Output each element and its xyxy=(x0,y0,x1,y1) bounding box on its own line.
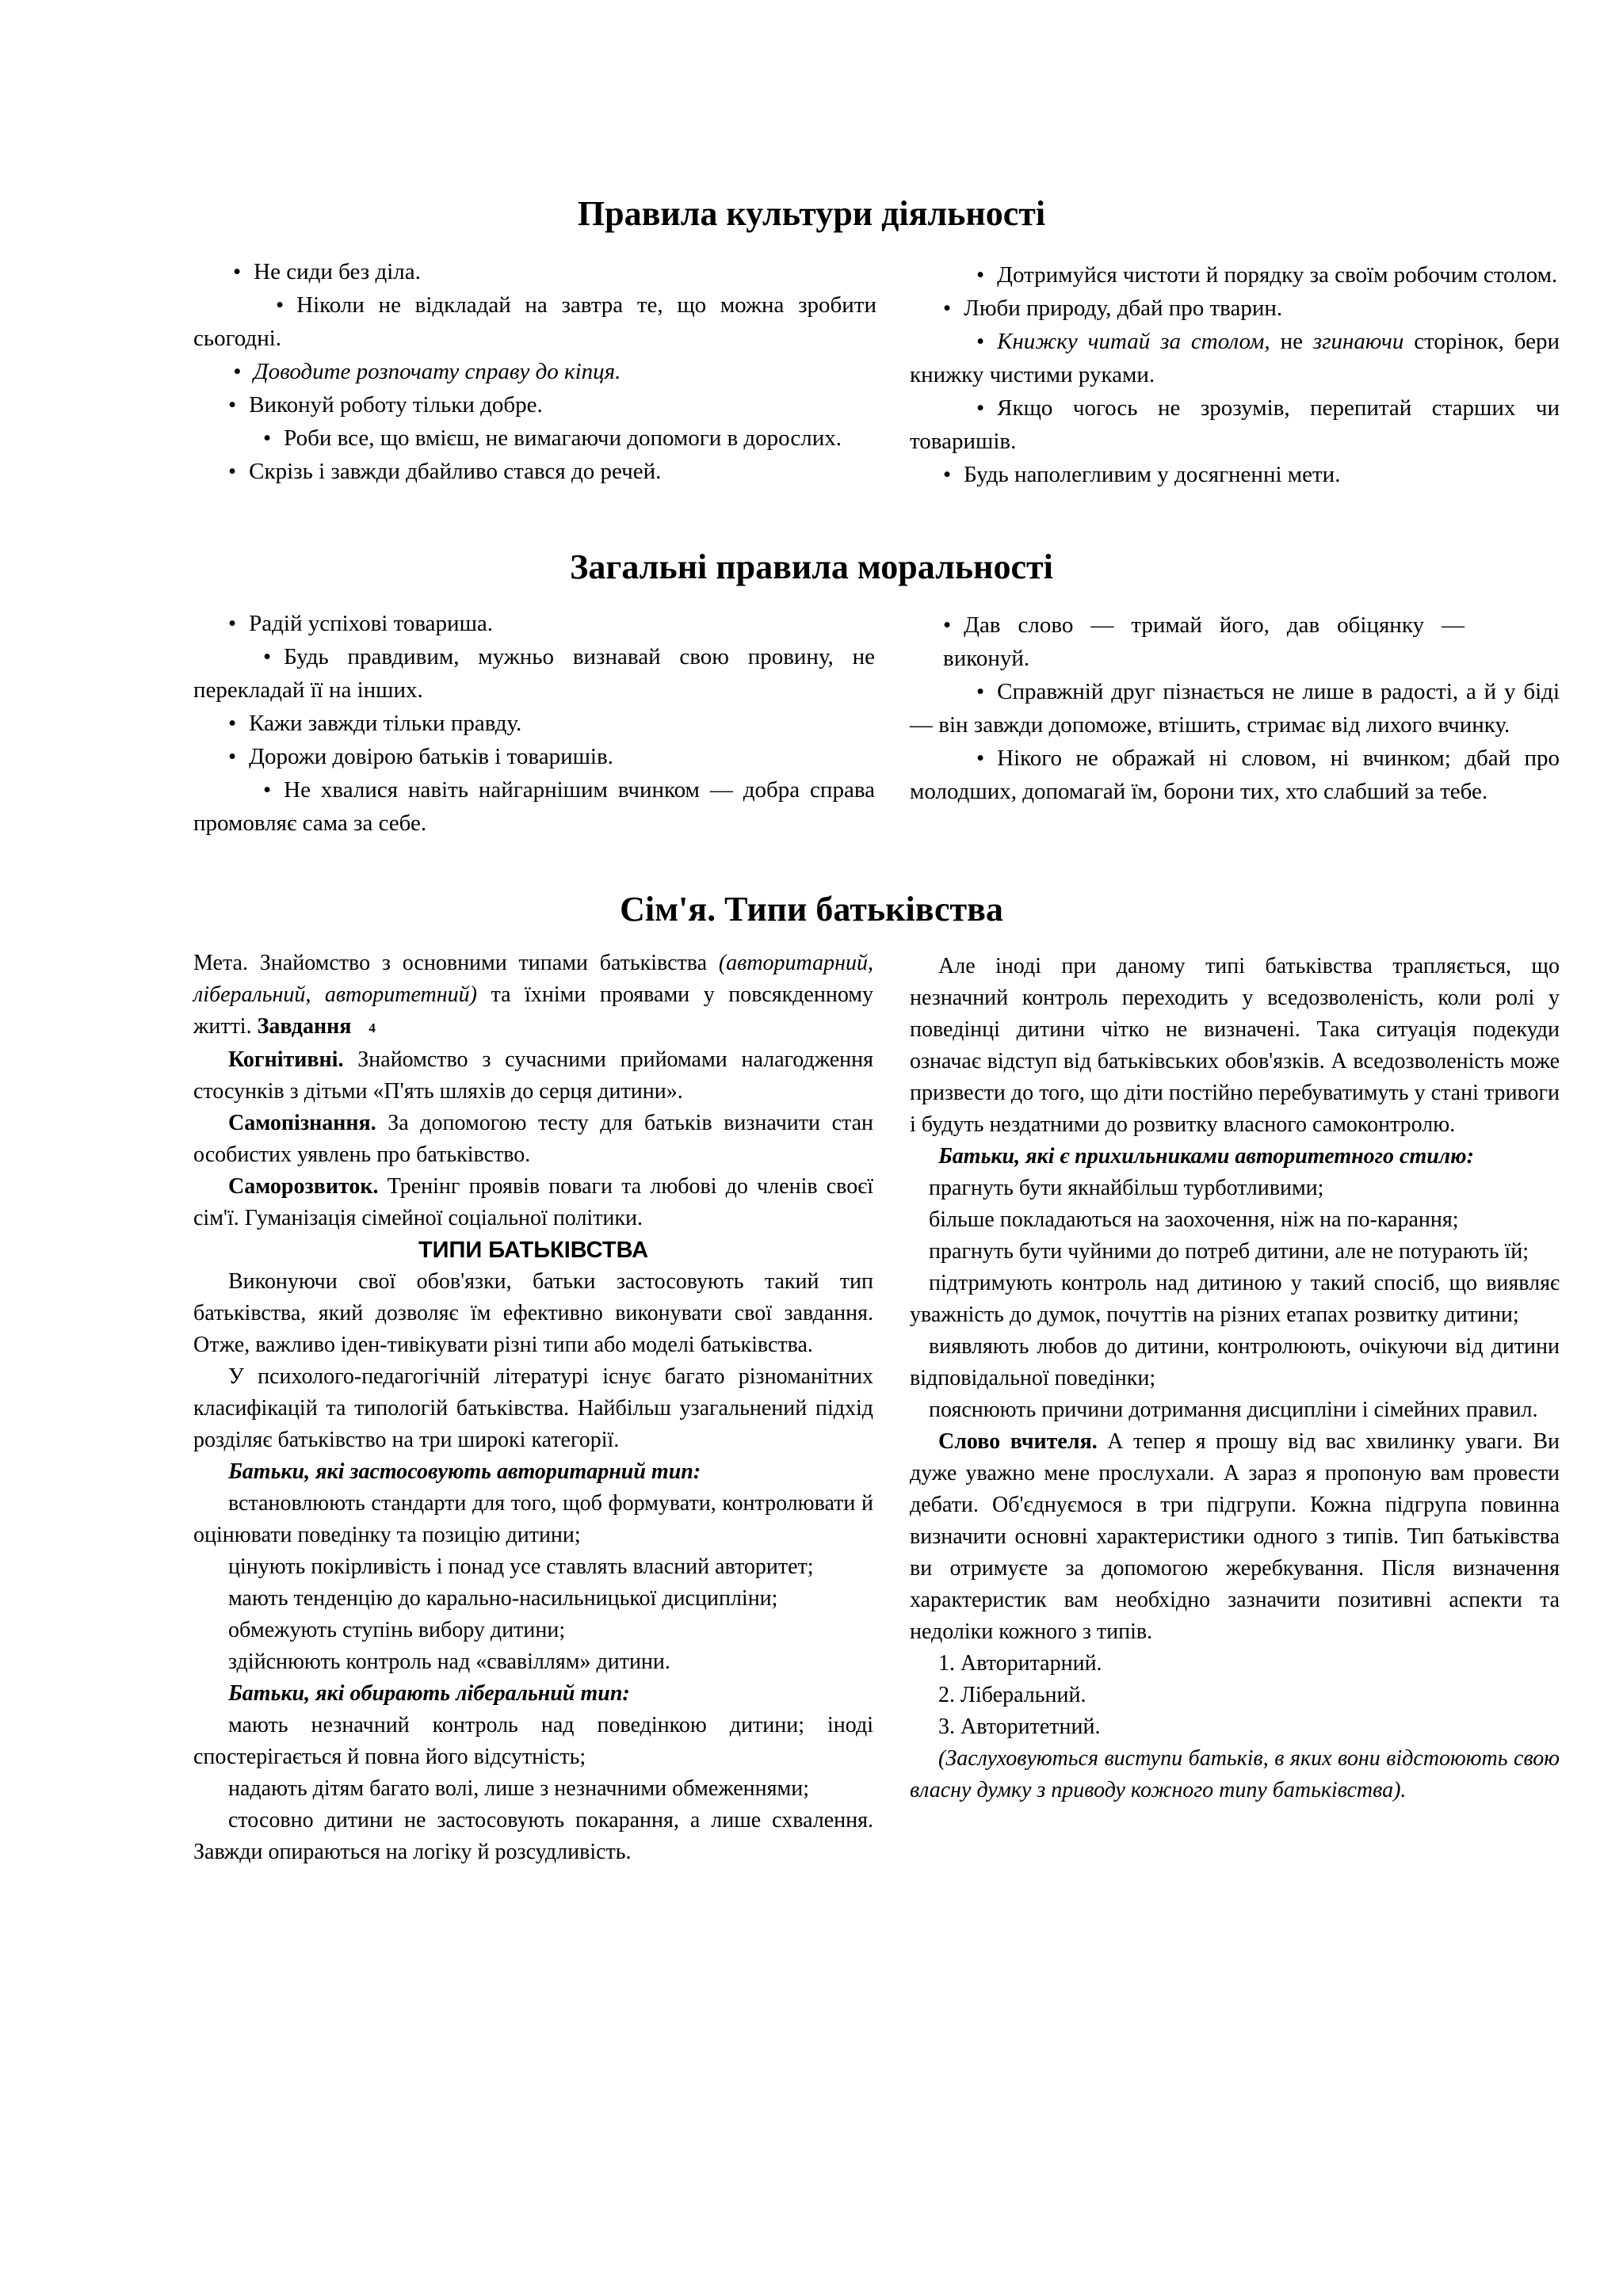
list-item: прагнуть бути якнайбільш турботливими; xyxy=(929,1176,1324,1200)
list-item: • Будь правдивим, мужньо визнавай свою провину, не перекладай її на інших. xyxy=(193,640,875,707)
authoritarian-heading: Батьки, які застосовують авторитарний тип: xyxy=(228,1459,701,1484)
list-item: • Скрізь і завжди дбайливо стався до речей. xyxy=(193,455,876,488)
list-item: надають дітям багато волі, лише з незначними обмеженнями; xyxy=(228,1775,809,1801)
list-item: цінують покірливість і понад усе ставлять власний авторитет; xyxy=(228,1554,814,1579)
list-item: • Нікого не ображай ні словом, ні вчинком; дбай про молодших, допомагай їм, борони тих, хто слабший за тебе. xyxy=(910,742,1560,808)
list-item: • Роби все, що вмієш, не вимагаючи допомоги в дорослих. xyxy=(193,421,876,455)
list-item: пояснюють причини дотримання дисципліни і сімейних правил. xyxy=(929,1398,1538,1422)
list-item: • Ніколи не відкладай на завтра те, що можна зробити сьогодні. xyxy=(193,288,876,355)
morality-left-column xyxy=(193,607,875,840)
list-item: • Якщо чогось не зрозумів, перепитай старших чи товаришів. xyxy=(910,391,1560,458)
types-heading: ТИПИ БАТЬКІВСТВА xyxy=(418,1237,649,1263)
numbered-item: 3. Авторитетний. xyxy=(938,1714,1101,1739)
paragraph: Виконуючи свої обов'язки, батьки застосовують такий тип батьківства, який дозволяє їм ефективно виконувати свої завдання. Отже, важливо іден-тивікувати різні типи або моделі батьківства. xyxy=(193,1268,873,1357)
family-left-column xyxy=(193,948,873,1868)
list-item: стосовно дитини не застосовують покарання, а лише схвалення. Завжди опираються на логіку й розсудливість. xyxy=(193,1807,873,1864)
authoritative-heading: Батьки, які є прихильниками авторитетного стилю: xyxy=(938,1144,1474,1169)
paragraph: У психолого-педагогічній літературі існує багато різноманітних класифікацій та типологій батьківства. Найбільш узагальнений підхід розділяє батьківство на три широкі категорії. xyxy=(193,1363,873,1452)
list-item: • Не сиди без діла. xyxy=(193,255,876,288)
list-item: обмежують ступінь вибору дитини; xyxy=(228,1617,566,1642)
goal-paragraph: Мета. Знайомство з основними типами батьківства (авторитарний, ліберальний, авторитетний) та їхніми проявами у повсякденному житті. Завдання 4 xyxy=(193,951,874,1039)
list-item: • Дорожи довірою батьків і товаришів. xyxy=(193,740,875,773)
closing-paragraph: (Заслуховуються виступи батьків, в яких вони відстоюють свою власну думку з приводу кожного типу батьківства). xyxy=(910,1746,1560,1802)
family-right-column xyxy=(910,951,1560,1806)
list-item: • Дотримуйся чистоти й порядку за своїм робочим столом. xyxy=(910,258,1560,292)
self-knowledge-paragraph: Самопізнання. За допомогою тесту для батьків визначити стан особистих уявлень про батьківство. xyxy=(193,1110,874,1167)
section-title-family: Сім'я. Типи батьківства xyxy=(620,890,1003,929)
list-item: • Кажи завжди тільки правду. xyxy=(193,707,875,740)
culture-left-column xyxy=(193,255,876,488)
list-item: встановлюють стандарти для того, щоб формувати, контролювати й оцінювати поведінку та позицію дитини; xyxy=(193,1490,873,1547)
list-item: • Справжній друг пізнається не лише в радості, а й у біді — він завжди допоможе, втішить, стримає від лихого вчинку. xyxy=(910,675,1560,742)
list-item: • Виконуй роботу тільки добре. xyxy=(193,388,876,421)
self-development-paragraph: Саморозвиток. Тренінг проявів поваги та любові до членів своєї сім'ї. Гуманізація сімейної соціальної політики. xyxy=(193,1173,873,1230)
list-item: • Дав слово — тримай його, дав обіцянку — виконуй. xyxy=(910,608,1560,675)
list-item: • Люби природу, дбай про тварин. xyxy=(910,292,1560,325)
numbered-item: 2. Ліберальний. xyxy=(938,1683,1086,1707)
list-item: більше покладаються на заохочення, ніж на по-карання; xyxy=(929,1207,1459,1232)
numbered-item: 1. Авторитарний. xyxy=(938,1651,1102,1676)
paragraph: Але іноді при даному типі батьківства трапляється, що незначний контроль переходить у вседозволеність, коли ролі у поведінці дитини чітко не визначені. Така ситуація подекуди означає відступ від батьківських обов'язків. А вседозволеність може призвести до того, що діти постійно перебуватимуть у стані тривоги і будуть нездатними до розвитку власного самоконтролю. xyxy=(910,954,1560,1137)
list-item: • Доводите розпочату справу до кіпця. xyxy=(193,355,876,388)
list-item: • Книжку читай за столом, не згинаючи сторінок, бери книжку чистими руками. xyxy=(910,325,1560,391)
list-item: підтримують контроль над дитиною у такий спосіб, що виявляє уважність до думок, почуттів на різних етапах розвитку дитини; xyxy=(910,1271,1560,1327)
culture-right-column xyxy=(910,258,1560,491)
list-item: • Радій успіхові товариша. xyxy=(193,607,875,640)
list-item: мають тенденцію до карально-насильницької дисципліни; xyxy=(228,1585,778,1611)
list-item: мають незначний контроль над поведінкою дитини; іноді спостерігається й повна його відсутність; xyxy=(193,1712,873,1769)
list-item: • Не хвалися навіть найгарнішим вчинком — добра справа промовляє сама за себе. xyxy=(193,773,875,840)
list-item: виявляють любов до дитини, контролюють, очікуючи від дитини відповідальної поведінки; xyxy=(910,1334,1560,1390)
list-item: • Будь наполегливим у досягненні мети. xyxy=(910,458,1560,491)
list-item: прагнуть бути чуйними до потреб дитини, але не потурають їй; xyxy=(929,1239,1529,1264)
morality-right-column xyxy=(910,608,1560,808)
liberal-heading: Батьки, які обирають ліберальний тип: xyxy=(228,1680,630,1706)
list-item: здійснюють контроль над «свавіллям» дитини. xyxy=(228,1649,670,1674)
teacher-word-paragraph: Слово вчителя. А тепер я прошу від вас хвилинку уваги. Ви дуже уважно мене прослухали. А зараз я пропоную вам провести дебати. Об'єднуємося в три підгрупи. Кожна підгрупа повинна визначити основні характеристики одного з типів. Тип батьківства ви отримуєте за допомогою жеребкування. Після визначення характеристик вам необхідно зазначити позитивні аспекти та недоліки кожного з типів. xyxy=(910,1429,1560,1644)
section-title-morality: Загальні правила моральності xyxy=(570,547,1053,586)
cognitive-paragraph: Когнітивні. Знайомство з сучасними прийомами налагодження стосунків з дітьми «П'ять шляхів до серця дитини». xyxy=(193,1047,873,1104)
section-title-culture: Правила культури діяльності xyxy=(577,194,1046,233)
